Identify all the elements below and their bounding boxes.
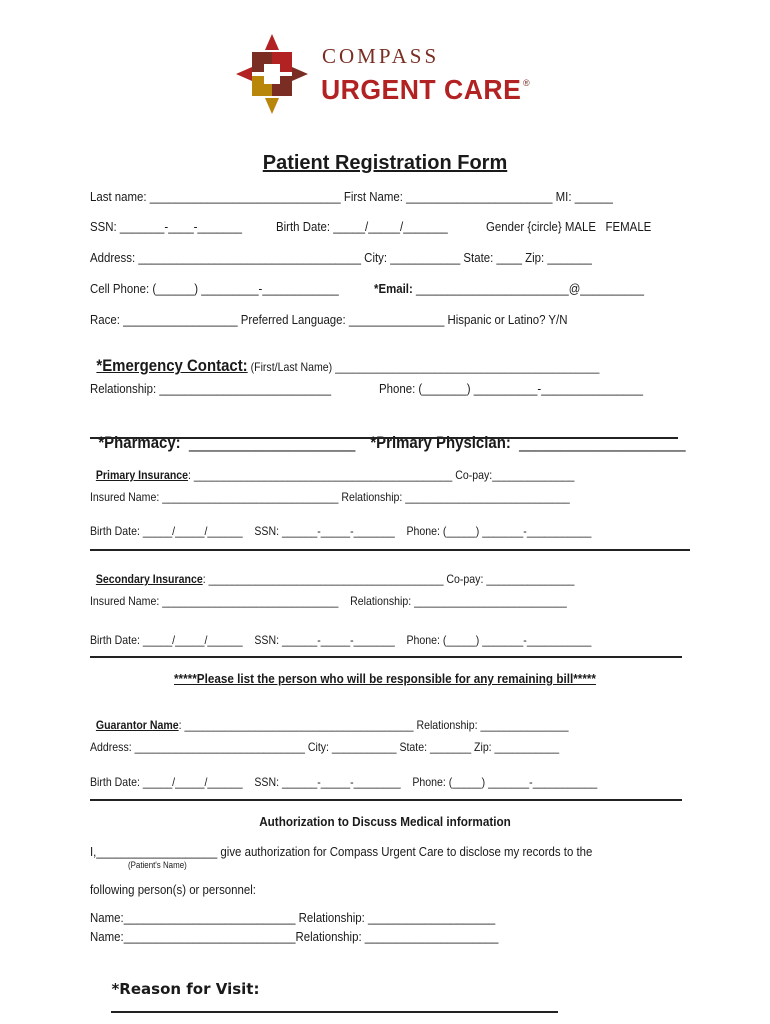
secondary-insurance-row[interactable]: [90, 561, 574, 585]
emergency-contact-field[interactable]: (First/Last Name) _____________________________________________: [247, 360, 600, 374]
section-divider: [90, 656, 682, 658]
emergency-contact-label: *Emergency Contact:: [96, 356, 248, 375]
secondary-insurance-field[interactable]: : ________________________________________ Co-pay: _______________: [202, 572, 575, 586]
guarantor-birth-ssn-phone-row[interactable]: Birth Date: _____/_____/______ SSN: ______-_____-________ Phone: (_____) _______-___________: [90, 775, 598, 789]
gender-field[interactable]: Gender {circle} MALE FEMALE: [486, 219, 652, 234]
primary-insurance-label: Primary Insurance: [95, 468, 189, 482]
compass-cross-icon: [232, 32, 312, 116]
primary-physician-label: *Primary Physician:: [370, 433, 511, 452]
birth-date-field[interactable]: Birth Date: _____/_____/_______: [276, 219, 448, 234]
name-row[interactable]: Last name: ______________________________ First Name: _______________________ MI: ______: [90, 189, 613, 204]
section-divider: [90, 437, 678, 439]
logo-word-compass: COMPASS: [322, 44, 440, 68]
secondary-insurance-label: Secondary Insurance: [95, 572, 203, 586]
email-label: *Email:: [374, 281, 413, 296]
reason-for-visit-row[interactable]: [101, 967, 558, 1014]
pharmacy-row[interactable]: [90, 417, 355, 451]
primary-birth-ssn-phone-row[interactable]: Birth Date: _____/_____/______ SSN: ______-_____-_______ Phone: (_____) _______-___________: [90, 524, 592, 538]
address-row[interactable]: Address: ___________________________________ City: ___________ State: ____ Zip: _______: [90, 250, 592, 265]
relationship-field[interactable]: Relationship: ___________________________: [90, 381, 332, 396]
authorized-person-1[interactable]: Name:___________________________ Relationship: ____________________: [90, 910, 496, 925]
guarantor-address-row[interactable]: Address: _____________________________ City: ___________ State: _______ Zip: ___________: [90, 740, 560, 754]
primary-insured-name-row[interactable]: Insured Name: ______________________________ Relationship: ____________________________: [90, 490, 570, 504]
responsible-party-notice: *****Please list the person who will be responsible for any remaining bill*****: [174, 671, 596, 686]
reason-for-visit-label: *Reason for Visit:: [111, 980, 260, 998]
form-title: Patient Registration Form: [262, 152, 508, 174]
section-divider: [90, 799, 682, 801]
pharmacy-label: *Pharmacy:: [98, 433, 181, 452]
emergency-contact-row[interactable]: [90, 344, 599, 374]
primary-physician-field[interactable]: ____________________: [510, 433, 686, 452]
secondary-insured-name-row[interactable]: Insured Name: ______________________________ Relationship: __________________________: [90, 594, 567, 608]
phone-field[interactable]: Phone: (_______) __________-________________: [379, 381, 644, 396]
primary-insurance-field[interactable]: : ____________________________________________ Co-pay:______________: [188, 468, 575, 482]
primary-insurance-row[interactable]: [90, 457, 574, 481]
email-field[interactable]: ________________________@__________: [416, 281, 644, 296]
guarantor-row[interactable]: [90, 707, 569, 731]
authorized-person-2[interactable]: Name:___________________________Relationship: _____________________: [90, 929, 499, 944]
physician-row[interactable]: [362, 417, 686, 451]
logo: [232, 32, 542, 116]
section-divider: [90, 549, 690, 551]
race-language-row[interactable]: Race: __________________ Preferred Language: _______________ Hispanic or Latino? Y/N: [90, 312, 568, 327]
reason-for-visit-field[interactable]: [111, 997, 558, 1013]
authorization-line[interactable]: I,___________________ give authorization for Compass Urgent Care to disclose my records to the: [90, 844, 593, 859]
logo-registered-mark: ®: [523, 78, 530, 88]
authorization-personnel-line: following person(s) or personnel:: [90, 882, 256, 897]
pharmacy-field[interactable]: ____________________: [180, 433, 356, 452]
cell-phone-field[interactable]: Cell Phone: (______) _________-____________: [90, 281, 339, 296]
secondary-birth-ssn-phone-row[interactable]: Birth Date: _____/_____/______ SSN: ______-_____-_______ Phone: (_____) _______-___________: [90, 633, 592, 647]
guarantor-name-label: Guarantor Name: [95, 718, 179, 732]
logo-word-urgent-care: URGENT CARE: [321, 74, 522, 105]
patient-name-caption: (Patient's Name): [128, 860, 187, 870]
guarantor-name-field[interactable]: : _______________________________________ Relationship: _______________: [178, 718, 569, 732]
ssn-field[interactable]: SSN: _______-____-_______: [90, 219, 243, 234]
authorization-title: Authorization to Discuss Medical information: [259, 814, 511, 829]
